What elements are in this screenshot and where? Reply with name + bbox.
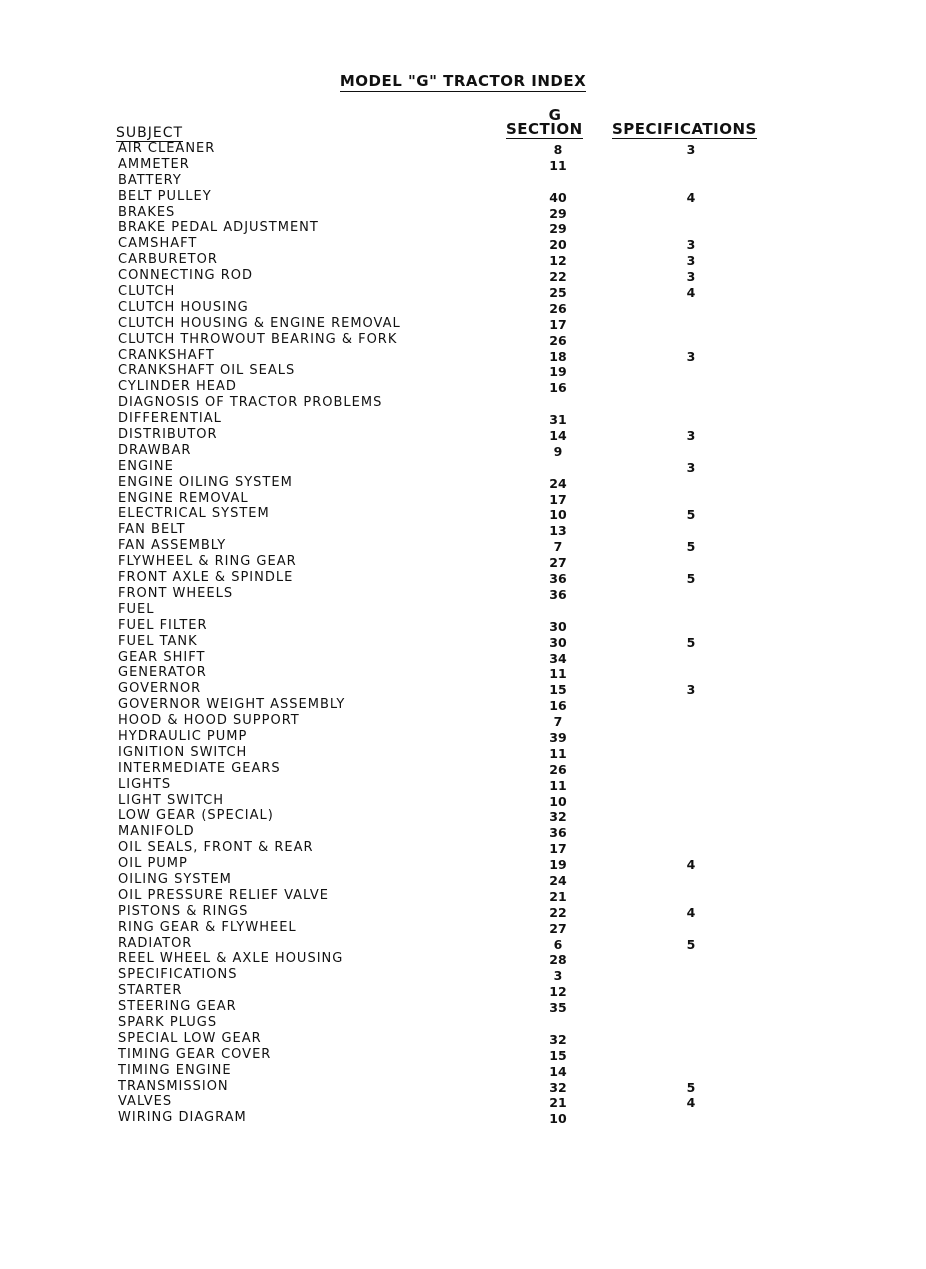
subject-cell: OIL PUMP — [118, 856, 188, 872]
subject-cell: LIGHTS — [118, 776, 172, 792]
table-row — [0, 443, 926, 459]
section-cell: 25 — [549, 285, 567, 301]
subject-cell: DRAWBAR — [118, 442, 192, 458]
table-row — [0, 729, 926, 745]
subject-cell: FRONT AXLE & SPINDLE — [118, 570, 294, 586]
section-cell: 13 — [549, 523, 567, 539]
section-cell: 36 — [549, 825, 567, 841]
subject-cell: TIMING ENGINE — [118, 1062, 232, 1078]
subject-cell: FUEL — [118, 601, 155, 617]
table-row — [0, 761, 926, 777]
subject-cell: ENGINE — [118, 458, 174, 474]
spec-cell: 3 — [686, 253, 696, 269]
subject-cell: ENGINE REMOVAL — [118, 490, 249, 506]
table-row — [0, 395, 926, 411]
section-cell: 12 — [549, 253, 567, 269]
section-cell: 3 — [553, 968, 563, 984]
section-cell: 10 — [549, 507, 567, 523]
section-cell: 11 — [549, 777, 567, 793]
section-cell: 7 — [553, 714, 563, 730]
subject-cell: IGNITION SWITCH — [118, 744, 248, 760]
table-row — [0, 586, 926, 602]
section-cell: 27 — [549, 555, 567, 571]
section-cell: 10 — [549, 1111, 567, 1127]
section-cell: 9 — [553, 443, 563, 459]
section-cell: 11 — [549, 666, 567, 682]
table-row — [0, 967, 926, 983]
section-cell: 26 — [549, 300, 567, 316]
subject-cell: SPECIAL LOW GEAR — [118, 1030, 262, 1046]
section-cell: 35 — [549, 1000, 567, 1016]
subject-cell: AIR CLEANER — [118, 141, 216, 156]
section-cell: 32 — [549, 1031, 567, 1047]
table-row — [0, 936, 926, 952]
table-row — [0, 236, 926, 252]
column-header-specifications: SPECIFICATIONS — [612, 120, 757, 138]
section-cell: 10 — [549, 793, 567, 809]
subject-cell: FAN BELT — [118, 522, 186, 538]
table-row — [0, 491, 926, 507]
table-row — [0, 793, 926, 809]
table-row — [0, 1015, 926, 1031]
section-cell: 27 — [549, 920, 567, 936]
subject-cell: WIRING DIAGRAM — [118, 1110, 247, 1126]
table-row — [0, 332, 926, 348]
section-cell: 19 — [549, 857, 567, 873]
section-cell: 24 — [549, 872, 567, 888]
section-cell: 17 — [549, 491, 567, 507]
section-cell: 28 — [549, 952, 567, 968]
table-row — [0, 983, 926, 999]
subject-cell: CRANKSHAFT — [118, 347, 215, 363]
page-title — [0, 72, 926, 90]
subject-cell: LIGHT SWITCH — [118, 792, 224, 808]
table-row — [0, 268, 926, 284]
table-row — [0, 554, 926, 570]
subject-cell: SPARK PLUGS — [118, 1014, 218, 1030]
subject-cell: DIFFERENTIAL — [118, 411, 222, 427]
subject-cell: GOVERNOR WEIGHT ASSEMBLY — [118, 697, 346, 713]
table-row — [0, 920, 926, 936]
spec-cell: 4 — [686, 857, 696, 873]
table-row — [0, 951, 926, 967]
section-cell: 36 — [549, 571, 567, 587]
spec-cell: 3 — [686, 682, 696, 698]
section-cell: 40 — [549, 189, 567, 205]
spec-cell: 5 — [686, 539, 696, 555]
section-cell: 32 — [549, 1079, 567, 1095]
table-row — [0, 1110, 926, 1126]
subject-cell: CAMSHAFT — [118, 236, 198, 252]
table-row — [0, 888, 926, 904]
subject-cell: RING GEAR & FLYWHEEL — [118, 919, 297, 935]
table-row — [0, 141, 926, 157]
table-row — [0, 1079, 926, 1095]
table-row — [0, 300, 926, 316]
spec-cell: 3 — [686, 269, 696, 285]
table-row — [0, 618, 926, 634]
subject-cell: HOOD & HOOD SUPPORT — [118, 713, 300, 729]
table-row — [0, 189, 926, 205]
section-cell: 30 — [549, 634, 567, 650]
subject-cell: CLUTCH HOUSING & ENGINE REMOVAL — [118, 315, 401, 331]
table-row — [0, 1047, 926, 1063]
subject-cell: STEERING GEAR — [118, 999, 237, 1015]
subject-cell: DIAGNOSIS OF TRACTOR PROBLEMS — [118, 395, 383, 411]
spec-cell: 3 — [686, 348, 696, 364]
section-cell: 22 — [549, 904, 567, 920]
table-row — [0, 220, 926, 236]
subject-cell: BELT PULLEY — [118, 188, 212, 204]
subject-cell: HYDRAULIC PUMP — [118, 728, 248, 744]
spec-cell: 5 — [686, 936, 696, 952]
subject-cell: FUEL TANK — [118, 633, 198, 649]
table-row — [0, 1094, 926, 1110]
section-cell: 29 — [549, 205, 567, 221]
table-row — [0, 840, 926, 856]
spec-cell: 5 — [686, 507, 696, 523]
subject-cell: BRAKE PEDAL ADJUSTMENT — [118, 220, 319, 236]
section-cell: 14 — [549, 428, 567, 444]
section-cell: 20 — [549, 237, 567, 253]
subject-cell: INTERMEDIATE GEARS — [118, 760, 281, 776]
subject-cell: CONNECTING ROD — [118, 268, 254, 284]
table-row — [0, 427, 926, 443]
section-cell: 31 — [549, 412, 567, 428]
section-cell: 21 — [549, 888, 567, 904]
subject-cell: FLYWHEEL & RING GEAR — [118, 554, 297, 570]
section-cell: 18 — [549, 348, 567, 364]
section-cell: 24 — [549, 475, 567, 491]
subject-cell: SPECIFICATIONS — [118, 967, 238, 983]
section-cell: 21 — [549, 1095, 567, 1111]
section-cell: 15 — [549, 1047, 567, 1063]
subject-cell: TRANSMISSION — [118, 1078, 229, 1094]
section-cell: 14 — [549, 1063, 567, 1079]
subject-cell: CLUTCH HOUSING — [118, 299, 249, 315]
subject-cell: FUEL FILTER — [118, 617, 208, 633]
table-row — [0, 157, 926, 173]
subject-cell: DISTRIBUTOR — [118, 427, 218, 443]
table-row — [0, 634, 926, 650]
subject-cell: CARBURETOR — [118, 252, 218, 268]
table-row — [0, 856, 926, 872]
subject-cell: OIL SEALS, FRONT & REAR — [118, 840, 314, 856]
table-row — [0, 538, 926, 554]
table-row — [0, 205, 926, 221]
spec-cell: 5 — [686, 571, 696, 587]
subject-cell: GEAR SHIFT — [118, 649, 206, 665]
subject-cell: OIL PRESSURE RELIEF VALVE — [118, 887, 329, 903]
table-row — [0, 999, 926, 1015]
table-row — [0, 665, 926, 681]
table-row — [0, 522, 926, 538]
table-row — [0, 697, 926, 713]
table-row — [0, 777, 926, 793]
spec-cell: 5 — [686, 634, 696, 650]
title-text: MODEL "G" TRACTOR INDEX — [339, 72, 587, 90]
section-cell: 12 — [549, 984, 567, 1000]
table-row — [0, 570, 926, 586]
column-header-g: G — [548, 106, 562, 124]
table-row — [0, 363, 926, 379]
subject-cell: GENERATOR — [118, 665, 207, 681]
table-row — [0, 459, 926, 475]
subject-cell: BATTERY — [118, 172, 182, 188]
section-cell: 15 — [549, 682, 567, 698]
subject-cell: TIMING GEAR COVER — [118, 1046, 272, 1062]
subject-cell: CLUTCH THROWOUT BEARING & FORK — [118, 331, 398, 347]
table-row — [0, 506, 926, 522]
section-cell: 6 — [553, 936, 563, 952]
section-cell: 29 — [549, 221, 567, 237]
table-row — [0, 904, 926, 920]
section-cell: 19 — [549, 364, 567, 380]
table-row — [0, 252, 926, 268]
table-row — [0, 284, 926, 300]
index-table — [0, 141, 926, 1126]
section-cell: 30 — [549, 618, 567, 634]
section-cell: 17 — [549, 316, 567, 332]
subject-cell: BRAKES — [118, 204, 176, 220]
table-row — [0, 379, 926, 395]
table-row — [0, 650, 926, 666]
subject-cell: FRONT WHEELS — [118, 585, 234, 601]
table-row — [0, 1031, 926, 1047]
section-cell: 26 — [549, 761, 567, 777]
section-cell: 39 — [549, 729, 567, 745]
subject-cell: ELECTRICAL SYSTEM — [118, 506, 270, 522]
subject-cell: GOVERNOR — [118, 681, 202, 697]
spec-cell: 3 — [686, 428, 696, 444]
section-cell: 34 — [549, 650, 567, 666]
table-row — [0, 713, 926, 729]
subject-cell: CYLINDER HEAD — [118, 379, 237, 395]
subject-cell: REEL WHEEL & AXLE HOUSING — [118, 951, 344, 967]
subject-cell: OILING SYSTEM — [118, 871, 232, 887]
table-row — [0, 681, 926, 697]
table-row — [0, 602, 926, 618]
column-header-section: SECTION — [506, 120, 583, 138]
spec-cell: 4 — [686, 1095, 696, 1111]
section-cell: 11 — [549, 745, 567, 761]
table-row — [0, 824, 926, 840]
table-row — [0, 348, 926, 364]
table-row — [0, 745, 926, 761]
subject-cell: CLUTCH — [118, 284, 176, 300]
section-cell: 7 — [553, 539, 563, 555]
table-row — [0, 411, 926, 427]
table-row — [0, 808, 926, 824]
section-cell: 11 — [549, 157, 567, 173]
section-cell: 36 — [549, 586, 567, 602]
spec-cell: 3 — [686, 237, 696, 253]
subject-cell: FAN ASSEMBLY — [118, 538, 227, 554]
spec-cell: 4 — [686, 189, 696, 205]
section-cell: 26 — [549, 332, 567, 348]
table-row — [0, 1063, 926, 1079]
section-cell: 16 — [549, 698, 567, 714]
spec-cell: 4 — [686, 285, 696, 301]
section-cell: 32 — [549, 809, 567, 825]
subject-cell: ENGINE OILING SYSTEM — [118, 474, 293, 490]
subject-cell: CRANKSHAFT OIL SEALS — [118, 363, 296, 379]
spec-cell: 5 — [686, 1079, 696, 1095]
spec-cell: 3 — [686, 459, 696, 475]
subject-cell: LOW GEAR (SPECIAL) — [118, 808, 274, 824]
section-cell: 17 — [549, 841, 567, 857]
table-row — [0, 173, 926, 189]
section-cell: 22 — [549, 269, 567, 285]
table-row — [0, 475, 926, 491]
subject-cell: VALVES — [118, 1094, 173, 1110]
table-row — [0, 316, 926, 332]
spec-cell: 3 — [686, 142, 696, 157]
spec-cell: 4 — [686, 904, 696, 920]
table-row — [0, 872, 926, 888]
subject-cell: PISTONS & RINGS — [118, 903, 249, 919]
section-cell: 16 — [549, 380, 567, 396]
subject-cell: AMMETER — [118, 156, 190, 172]
column-header-subject: SUBJECT — [116, 125, 184, 141]
subject-cell: RADIATOR — [118, 935, 193, 951]
subject-cell: STARTER — [118, 983, 183, 999]
section-cell: 8 — [553, 142, 563, 157]
subject-cell: MANIFOLD — [118, 824, 195, 840]
